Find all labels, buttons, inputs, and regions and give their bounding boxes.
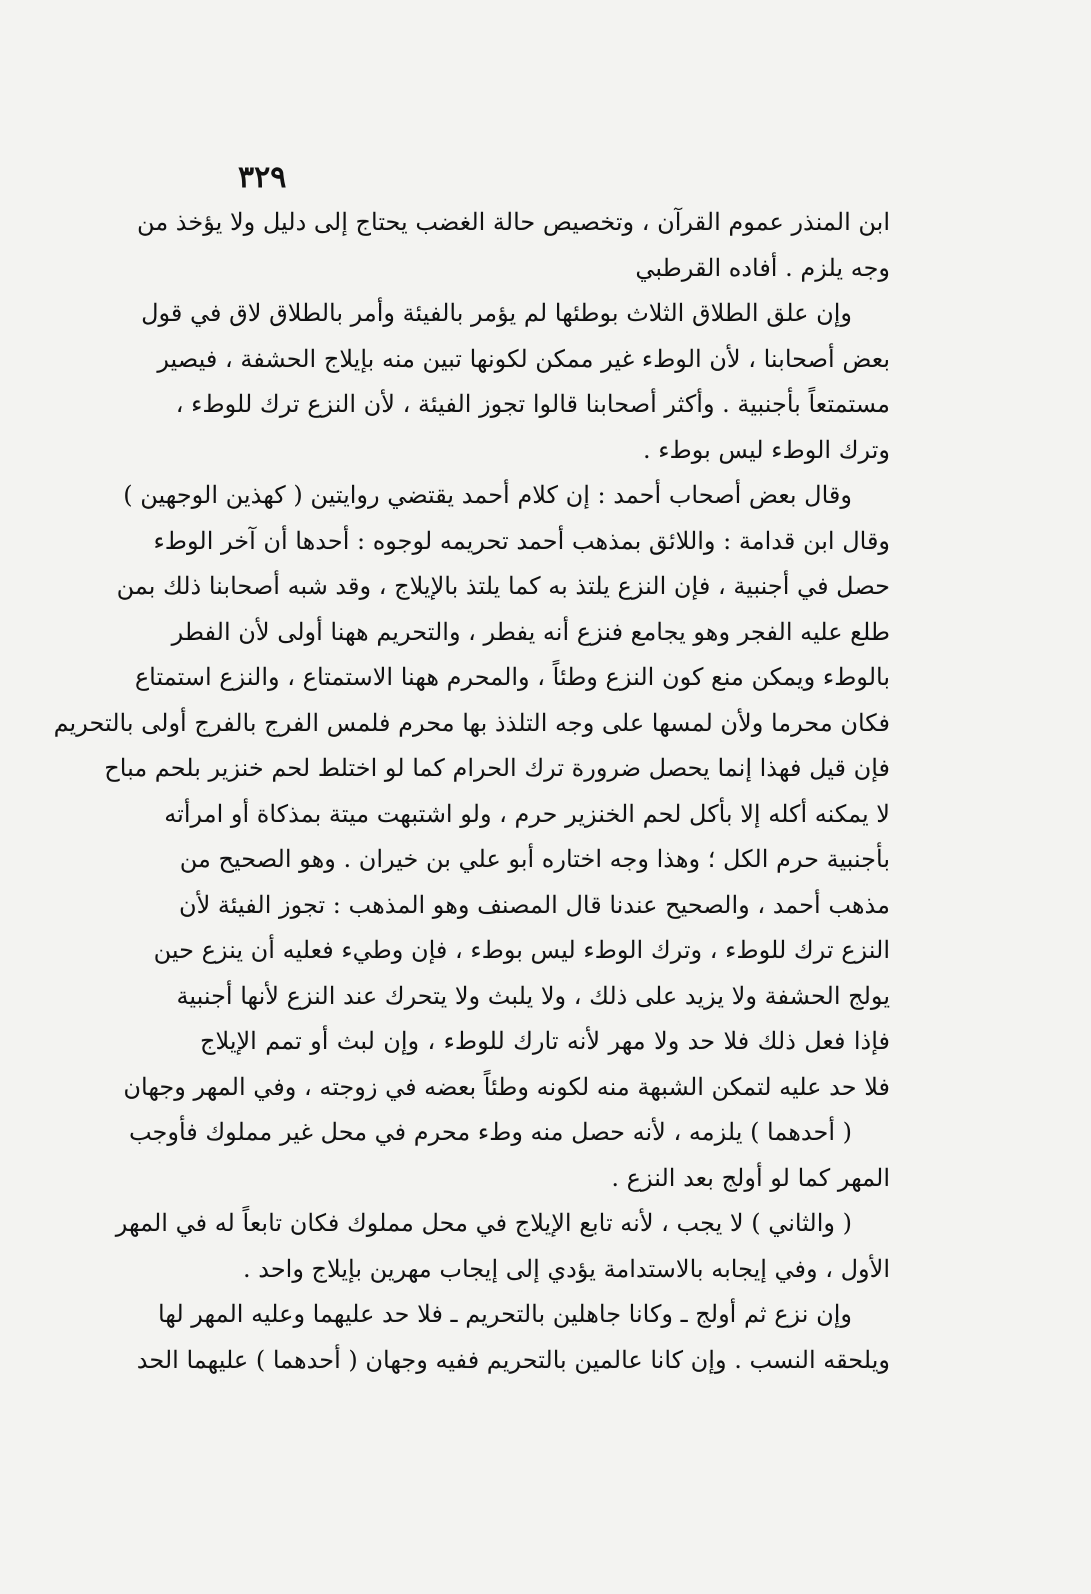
text-line: المهر كما لو أولج بعد النزع . [611,1163,890,1192]
text-line: وإن علق الطلاق الثلاث بوطئها لم يؤمر بالفيئة وأمر بالطلاق لاق في قول [141,299,852,327]
body-text [53,200,890,1383]
text-line: حصل في أجنبية ، فإن النزع يلتذ به كما يلتذ بالإيلاج ، وقد شبه أصحابنا ذلك بمن [116,572,890,600]
text-line: ويلحقه النسب . وإن كانا عالمين بالتحريم ففيه وجهان ( أحدهما ) عليهما الحد [136,1345,890,1374]
text-line: ( والثاني ) لا يجب ، لأنه تابع الإيلاج في محل مملوك فكان تابعاً له في المهر [115,1209,852,1237]
text-line: وجه يلزم . أفاده القرطبي [635,253,890,282]
text-line: فإذا فعل ذلك فلا حد ولا مهر لأنه تارك للوطء ، وإن لبث أو تمم الإيلاج [200,1027,890,1055]
text-line: يولج الحشفة ولا يزيد على ذلك ، ولا يلبث ولا يتحرك عند النزع لأنها أجنبية [176,981,890,1010]
text-line: وإن نزع ثم أولج ـ وكانا جاهلين بالتحريم ـ فلا حد عليهما وعليه المهر لها [157,1300,852,1328]
text-line: وقال بعض أصحاب أحمد : إن كلام أحمد يقتضي روايتين ( كهذين الوجهين ) [123,481,852,509]
text-line: مستمتعاً بأجنبية . وأكثر أصحابنا قالوا تجوز الفيئة ، لأن النزع ترك للوطء ، [175,390,890,418]
text-line: بعض أصحابنا ، لأن الوطء غير ممكن لكونها تبين منه بإيلاج الحشفة ، فيصير [157,344,890,373]
text-line: ابن المنذر عموم القرآن ، وتخصيص حالة الغضب يحتاج إلى دليل ولا يؤخذ من [137,208,890,236]
text-line: الأول ، وفي إيجابه بالاستدامة يؤدي إلى إيجاب مهرين بإيلاج واحد . [242,1254,890,1283]
text-line: بأجنبية حرم الكل ؛ وهذا وجه اختاره أبو علي بن خيران . وهو الصحيح من [179,845,890,873]
page-number: ٣٢٩ [238,160,287,195]
text-line: طلع عليه الفجر وهو يجامع فنزع أنه يفطر ، والتحريم ههنا أولى لأن الفطر [171,617,890,646]
text-line: وترك الوطء ليس بوطء . [642,435,890,464]
text-line: فكان محرما ولأن لمسها على وجه التلذذ بها محرم فلمس الفرج بالفرج أولى بالتحريم [53,708,890,737]
text-line: لا يمكنه أكله إلا بأكل لحم الخنزير حرم ، ولو اشتبهت ميتة بمذكاة أو امرأته [164,799,890,828]
text-line: وقال ابن قدامة : واللائق بمذهب أحمد تحريمه لوجوه : أحدها أن آخر الوطء [153,526,890,555]
text-line: ( أحدهما ) يلزمه ، لأنه حصل منه وطء محرم في محل غير مملوك فأوجب [128,1118,852,1146]
text-line: فلا حد عليه لتمكن الشبهة منه لكونه وطئاً بعضه في زوجته ، وفي المهر وجهان [123,1072,890,1101]
text-line: النزع ترك للوطء ، وترك الوطء ليس بوطء ، فإن وطيء فعليه أن ينزع حين [153,936,890,964]
text-line: مذهب أحمد ، والصحيح عندنا قال المصنف وهو المذهب : تجوز الفيئة لأن [178,890,890,919]
text-line: فإن قيل فهذا إنما يحصل ضرورة ترك الحرام كما لو اختلط لحم خنزير بلحم مباح [104,754,890,782]
text-line: بالوطء ويمكن منع كون النزع وطئاً ، والمحرم ههنا الاستمتاع ، والنزع استمتاع [134,663,890,691]
